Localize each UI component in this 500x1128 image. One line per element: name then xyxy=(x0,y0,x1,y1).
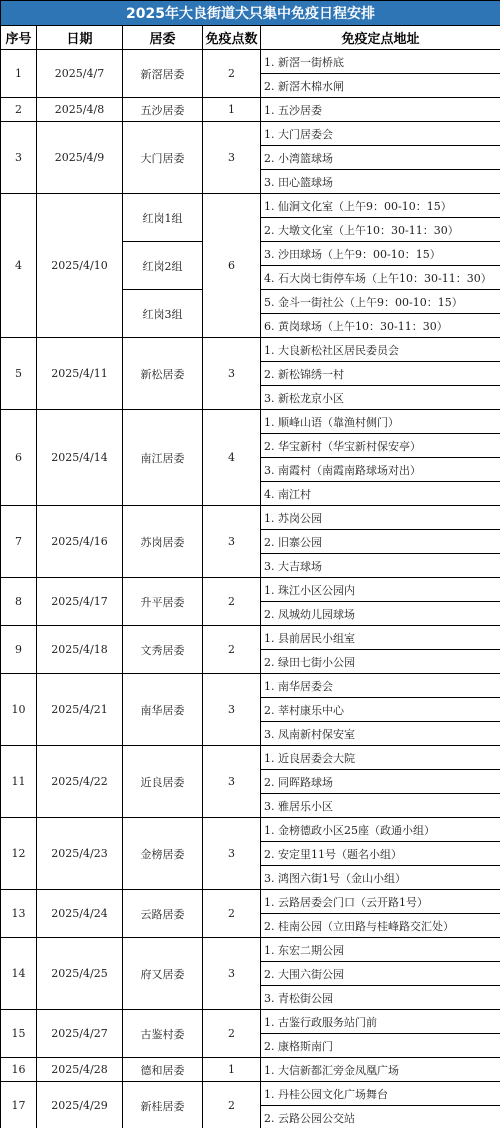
address-cell: 3. 大吉球场 xyxy=(261,554,500,578)
count-cell: 2 xyxy=(203,1082,261,1128)
address-cell: 2. 康格斯南门 xyxy=(261,1034,500,1058)
date-cell: 2025/4/14 xyxy=(37,410,123,506)
table-row xyxy=(1,626,500,650)
address-cell: 2. 云路公园公交站 xyxy=(261,1106,500,1128)
address-cell: 2. 莘村康乐中心 xyxy=(261,698,500,722)
address-cell: 1. 珠江小区公园内 xyxy=(261,578,500,602)
date-cell: 2025/4/8 xyxy=(37,98,123,122)
date-cell: 2025/4/29 xyxy=(37,1082,123,1128)
table-row xyxy=(1,338,500,362)
address-cell: 1. 苏岗公园 xyxy=(261,506,500,530)
table-row xyxy=(1,818,500,842)
count-cell: 2 xyxy=(203,50,261,98)
address-cell: 1. 顺峰山语（靠渔村侧门） xyxy=(261,410,500,434)
date-cell: 2025/4/17 xyxy=(37,578,123,626)
address-cell: 1. 新滘一街桥底 xyxy=(261,50,500,74)
committee-cell: 南江居委 xyxy=(123,410,203,506)
committee-cell: 红岗2组 xyxy=(123,242,203,290)
committee-cell: 金榜居委 xyxy=(123,818,203,890)
address-cell: 1. 金榜德政小区25座（政通小组） xyxy=(261,818,500,842)
count-cell: 2 xyxy=(203,578,261,626)
header-seq: 序号 xyxy=(1,26,37,50)
seq-cell: 13 xyxy=(1,890,37,938)
seq-cell: 4 xyxy=(1,194,37,338)
address-cell: 1. 大信新都汇旁金凤凰广场 xyxy=(261,1058,500,1082)
address-cell: 1. 大良新松社区居民委员会 xyxy=(261,338,500,362)
table-row xyxy=(1,746,500,770)
seq-cell: 6 xyxy=(1,410,37,506)
table-row xyxy=(1,194,500,218)
count-cell: 6 xyxy=(203,194,261,338)
count-cell: 3 xyxy=(203,938,261,1010)
address-cell: 4. 南江村 xyxy=(261,482,500,506)
address-cell: 3. 南霞村（南霞南路球场对出） xyxy=(261,458,500,482)
committee-cell: 苏岗居委 xyxy=(123,506,203,578)
date-cell: 2025/4/18 xyxy=(37,626,123,674)
table-row xyxy=(1,98,500,122)
address-cell: 1. 县前居民小组室 xyxy=(261,626,500,650)
address-cell: 2. 桂南公园（立田路与桂峰路交汇处） xyxy=(261,914,500,938)
seq-cell: 9 xyxy=(1,626,37,674)
table-row xyxy=(1,938,500,962)
count-cell: 1 xyxy=(203,1058,261,1082)
address-cell: 2. 大墩文化室（上午10：30-11：30） xyxy=(261,218,500,242)
seq-cell: 10 xyxy=(1,674,37,746)
address-cell: 3. 鸿图六街1号（金山小组） xyxy=(261,866,500,890)
address-cell: 2. 新滘木棉水闸 xyxy=(261,74,500,98)
committee-cell: 红岗1组 xyxy=(123,194,203,242)
count-cell: 4 xyxy=(203,410,261,506)
table-row xyxy=(1,122,500,146)
address-cell: 3. 田心篮球场 xyxy=(261,170,500,194)
date-cell: 2025/4/28 xyxy=(37,1058,123,1082)
address-cell: 1. 南华居委会 xyxy=(261,674,500,698)
seq-cell: 15 xyxy=(1,1010,37,1058)
seq-cell: 2 xyxy=(1,98,37,122)
date-cell: 2025/4/24 xyxy=(37,890,123,938)
table-title: 2025年大良街道犬只集中免疫日程安排 xyxy=(1,1,500,26)
address-cell: 5. 金斗一街社公（上午9：00-10：15） xyxy=(261,290,500,314)
count-cell: 3 xyxy=(203,746,261,818)
table-row xyxy=(1,410,500,434)
address-cell: 3. 沙田球场（上午9：00-10：15） xyxy=(261,242,500,266)
address-cell: 1. 仙涧文化室（上午9：00-10：15） xyxy=(261,194,500,218)
address-cell: 2. 新松锦绣一村 xyxy=(261,362,500,386)
count-cell: 3 xyxy=(203,506,261,578)
count-cell: 3 xyxy=(203,122,261,194)
address-cell: 2. 大围六街公园 xyxy=(261,962,500,986)
committee-cell: 新松居委 xyxy=(123,338,203,410)
address-cell: 3. 青松街公园 xyxy=(261,986,500,1010)
address-cell: 1. 古鉴行政服务站门前 xyxy=(261,1010,500,1034)
address-cell: 6. 黄岗球场（上午10：30-11：30） xyxy=(261,314,500,338)
header-count: 免疫点数 xyxy=(203,26,261,50)
committee-cell: 新滘居委 xyxy=(123,50,203,98)
count-cell: 3 xyxy=(203,818,261,890)
committee-cell: 大门居委 xyxy=(123,122,203,194)
count-cell: 3 xyxy=(203,338,261,410)
address-cell: 1. 东宏二期公园 xyxy=(261,938,500,962)
date-cell: 2025/4/23 xyxy=(37,818,123,890)
seq-cell: 7 xyxy=(1,506,37,578)
seq-cell: 16 xyxy=(1,1058,37,1082)
date-cell: 2025/4/9 xyxy=(37,122,123,194)
address-cell: 2. 旧寨公园 xyxy=(261,530,500,554)
committee-cell: 德和居委 xyxy=(123,1058,203,1082)
seq-cell: 12 xyxy=(1,818,37,890)
address-cell: 2. 绿田七街小公园 xyxy=(261,650,500,674)
committee-cell: 红岗3组 xyxy=(123,290,203,338)
date-cell: 2025/4/25 xyxy=(37,938,123,1010)
count-cell: 2 xyxy=(203,626,261,674)
date-cell: 2025/4/21 xyxy=(37,674,123,746)
seq-cell: 8 xyxy=(1,578,37,626)
address-cell: 2. 凤城幼儿园球场 xyxy=(261,602,500,626)
table-row xyxy=(1,890,500,914)
table-row xyxy=(1,578,500,602)
count-cell: 2 xyxy=(203,890,261,938)
committee-cell: 南华居委 xyxy=(123,674,203,746)
date-cell: 2025/4/11 xyxy=(37,338,123,410)
address-cell: 4. 石大岗七街停车场（上午10：30-11：30） xyxy=(261,266,500,290)
date-cell: 2025/4/27 xyxy=(37,1010,123,1058)
address-cell: 2. 同晖路球场 xyxy=(261,770,500,794)
table-row xyxy=(1,1058,500,1082)
count-cell: 3 xyxy=(203,674,261,746)
address-cell: 3. 雅居乐小区 xyxy=(261,794,500,818)
committee-cell: 新桂居委 xyxy=(123,1082,203,1128)
committee-cell: 近良居委 xyxy=(123,746,203,818)
address-cell: 2. 安定里11号（题名小组） xyxy=(261,842,500,866)
address-cell: 3. 凤南新村保安室 xyxy=(261,722,500,746)
committee-cell: 府又居委 xyxy=(123,938,203,1010)
seq-cell: 1 xyxy=(1,50,37,98)
seq-cell: 11 xyxy=(1,746,37,818)
table-row xyxy=(1,1082,500,1106)
address-cell: 3. 新松龙京小区 xyxy=(261,386,500,410)
count-cell: 2 xyxy=(203,1010,261,1058)
committee-cell: 升平居委 xyxy=(123,578,203,626)
table-row xyxy=(1,506,500,530)
address-cell: 2. 小湾篮球场 xyxy=(261,146,500,170)
address-cell: 1. 大门居委会 xyxy=(261,122,500,146)
address-cell: 1. 五沙居委 xyxy=(261,98,500,122)
address-cell: 2. 华宝新村（华宝新村保安亭） xyxy=(261,434,500,458)
committee-cell: 五沙居委 xyxy=(123,98,203,122)
date-cell: 2025/4/22 xyxy=(37,746,123,818)
seq-cell: 3 xyxy=(1,122,37,194)
table-row xyxy=(1,1010,500,1034)
address-cell: 1. 云路居委会门口（云开路1号） xyxy=(261,890,500,914)
committee-cell: 云路居委 xyxy=(123,890,203,938)
date-cell: 2025/4/10 xyxy=(37,194,123,338)
address-cell: 1. 丹桂公园文化广场舞台 xyxy=(261,1082,500,1106)
committee-cell: 古鉴村委 xyxy=(123,1010,203,1058)
seq-cell: 14 xyxy=(1,938,37,1010)
seq-cell: 5 xyxy=(1,338,37,410)
address-cell: 1. 近良居委会大院 xyxy=(261,746,500,770)
count-cell: 1 xyxy=(203,98,261,122)
table-row xyxy=(1,674,500,698)
table-row xyxy=(1,50,500,74)
seq-cell: 17 xyxy=(1,1082,37,1128)
header-date: 日期 xyxy=(37,26,123,50)
header-address: 免疫定点地址 xyxy=(261,26,500,50)
committee-cell: 文秀居委 xyxy=(123,626,203,674)
date-cell: 2025/4/16 xyxy=(37,506,123,578)
date-cell: 2025/4/7 xyxy=(37,50,123,98)
header-committee: 居委 xyxy=(123,26,203,50)
